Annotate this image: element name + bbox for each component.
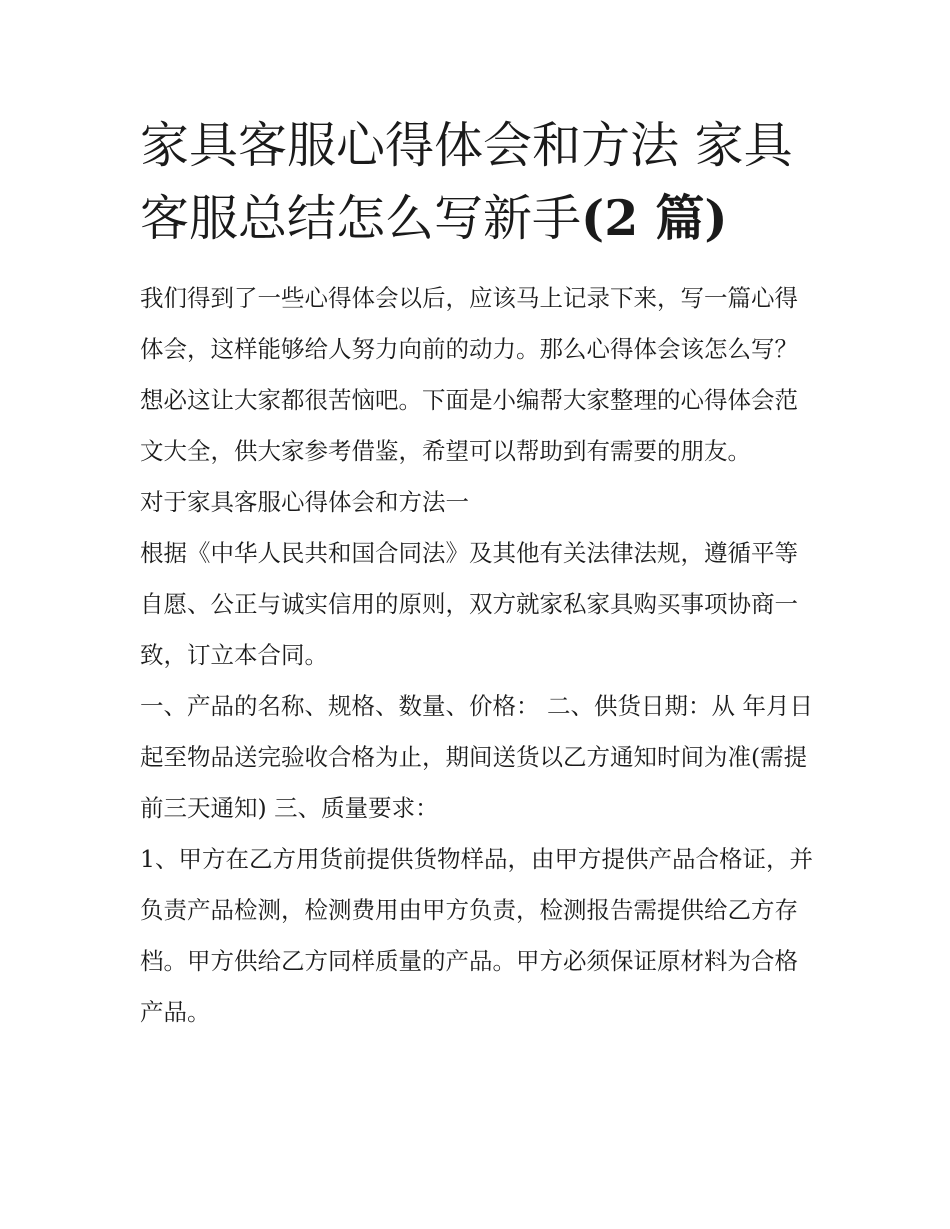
document-page	[140, 110, 815, 1038]
document-body	[140, 273, 815, 1038]
document-title	[140, 110, 815, 255]
section-heading: 对于家具客服心得体会和方法一	[140, 488, 469, 516]
intro-paragraph: 我们得到了一些心得体会以后，应该马上记录下来，写一篇心得体会，这样能够给人努力向前的动力。那么心得体会该怎么写？想必这让大家都很苦恼吧。下面是小编帮大家整理的心得体会范文大全，供大家参考借鉴，希望可以帮助到有需要的朋友。	[140, 284, 798, 465]
contract-preamble: 根据《中华人民共和国合同法》及其他有关法律法规，遵循平等自愿、公正与诚实信用的原则，双方就家私家具购买事项协商一致，订立本合同。	[140, 539, 798, 669]
title-text: 家具客服心得体会和方法 家具客服总结怎么写新手	[140, 117, 793, 247]
title-count: (2 篇)	[581, 189, 728, 247]
contract-clauses: 一、产品的名称、规格、数量、价格： 二、供货日期：从 年月日起至物品送完验收合格为止，期间送货以乙方通知时间为准(需提前三天通知) 三、质量要求：	[140, 692, 813, 822]
quality-clause-1: 1、甲方在乙方用货前提供货物样品，由甲方提供产品合格证，并负责产品检测，检测费用由甲方负责，检测报告需提供给乙方存档。甲方供给乙方同样质量的产品。甲方必须保证原材料为合格产品。	[140, 845, 813, 1026]
